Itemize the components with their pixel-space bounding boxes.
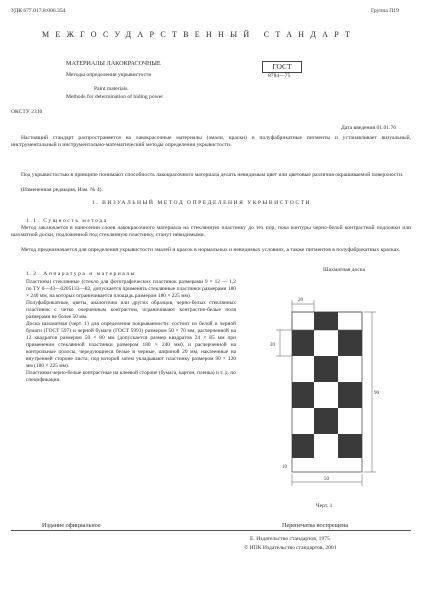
gost-label: ГОСТ: [272, 62, 292, 71]
figure-dim-small: 10: [282, 465, 287, 470]
figure-dim-height: 90: [374, 391, 379, 396]
figure-caption: Черт. 1: [316, 503, 333, 509]
edition-note: Издание официальное: [42, 522, 101, 529]
group-code: Группа П19: [371, 8, 399, 14]
udc-code: УДК 677.017.8:006.354: [11, 8, 66, 14]
figure-dim-width: 50: [324, 477, 329, 482]
standard-method-en: Methods for determination of hiding power: [66, 94, 164, 100]
okstu-code: ОКСТУ 2310: [11, 109, 43, 115]
intro-date: Дата введения 01.01.76: [341, 125, 397, 131]
document-header-title: МЕЖГОСУДАРСТВЕННЫЙ СТАНДАРТ: [42, 30, 357, 39]
apparatus-heading: 1.2. Аппаратура и материалы: [26, 271, 136, 277]
apparatus-left-column: Пластинки стеклянные (стекло для фотографических пластинок размерами 9 × 12 — 1,2 по ТУ 6—43—0205133—82, допускается применять стеклянные пластинки размерами 180 × 240 мм, на которых ограничивается площадь размером 180 × 225 мм). Полуфабрикатные, цветы, аналогично или других образцов, черно-белых стеклянных пластинок с четко очерченным контрастом, ограничивают контрастно-белые поля размерами не более 50 мм. Доска шахматная (черт. 1) для определения покрываемости: состоит из белой и черной бумаги (ГОСТ 597) и черной бумаги (ГОСТ 5993) размером 50 × 70 мм, расчерченной на 12 квадратов размером 50 × 80 мм (допускается размер квадратов 24 × 85 мм при применении стеклянной пластинки размером 180 × 240 мм), и расчерченной на контрольные полосы, чередующиеся белые и черные, шириной 20 мм, наклеенные на внутренней стороне листа, под которой затем укладывают пластинку размером 90 × 120 мм (180 × 225 мм). Пластинки черно-белые контрастные на клеевой стороне (бумага, картон, пленка) и т. д. по спецификации.: [26, 279, 236, 383]
figure-title: Шахматная доска: [323, 267, 366, 273]
standard-name-en: Paint materials.: [94, 86, 129, 92]
essence-heading: 1.1. Сущность метода: [26, 218, 108, 224]
standard-name-ru: МАТЕРИАЛЫ ЛАКОКРАСОЧНЫЕ: [66, 60, 161, 67]
gost-box: [262, 61, 302, 73]
essence-paragraph-2: Метод предназначается для определения укрывистости эмалей и красок в нормальных и невидимых условиях, а также пигментов в полуфабрикатных красках.: [21, 247, 401, 253]
figure-dim-top: 20: [298, 298, 303, 303]
chessboard-figure: [252, 282, 402, 512]
essence-paragraph-1: Метод заключается в нанесении слоев лакокрасочного материала на стеклянную пластинку до тех пор, пока контуры черно-белой контрастной подложки или шахматной доски, подложенной под стеклянную пластинку, станут невидимыми.: [11, 225, 411, 239]
section-1-title: 1. ВИЗУАЛЬНЫЙ МЕТОД ОПРЕДЕЛЕНИЯ УКРЫВИСТОСТИ: [92, 200, 312, 206]
publisher-note: Е. Издательство стандартов, 1975: [250, 536, 330, 542]
figure-dim-side: 20: [270, 343, 275, 348]
intro-paragraph-3: (Измененная редакция, Изм. № 4).: [21, 187, 103, 193]
intro-paragraph-1: Настоящий стандарт распространяется на лакокрасочные материалы (эмали, краски) и полуфабрикатные пигменты и устанавливает визуальный, инструментальный и инструментально-математический методы определения укрывистости.: [11, 135, 411, 149]
footer-divider: [11, 530, 411, 531]
standard-method-ru: Методы определения укрывистости: [66, 72, 152, 78]
copyright-note: © ИПК Издательство стандартов, 2001: [244, 545, 337, 551]
gost-number: 8784—75: [268, 73, 291, 79]
intro-paragraph-2: Под укрывистостью в принципе понимают способность лакокрасочного материала делать невидимым цвет или цветовые различия окрашиваемой поверхности.: [21, 172, 404, 178]
reprint-note: Перепечатка воспрещена: [282, 522, 349, 529]
